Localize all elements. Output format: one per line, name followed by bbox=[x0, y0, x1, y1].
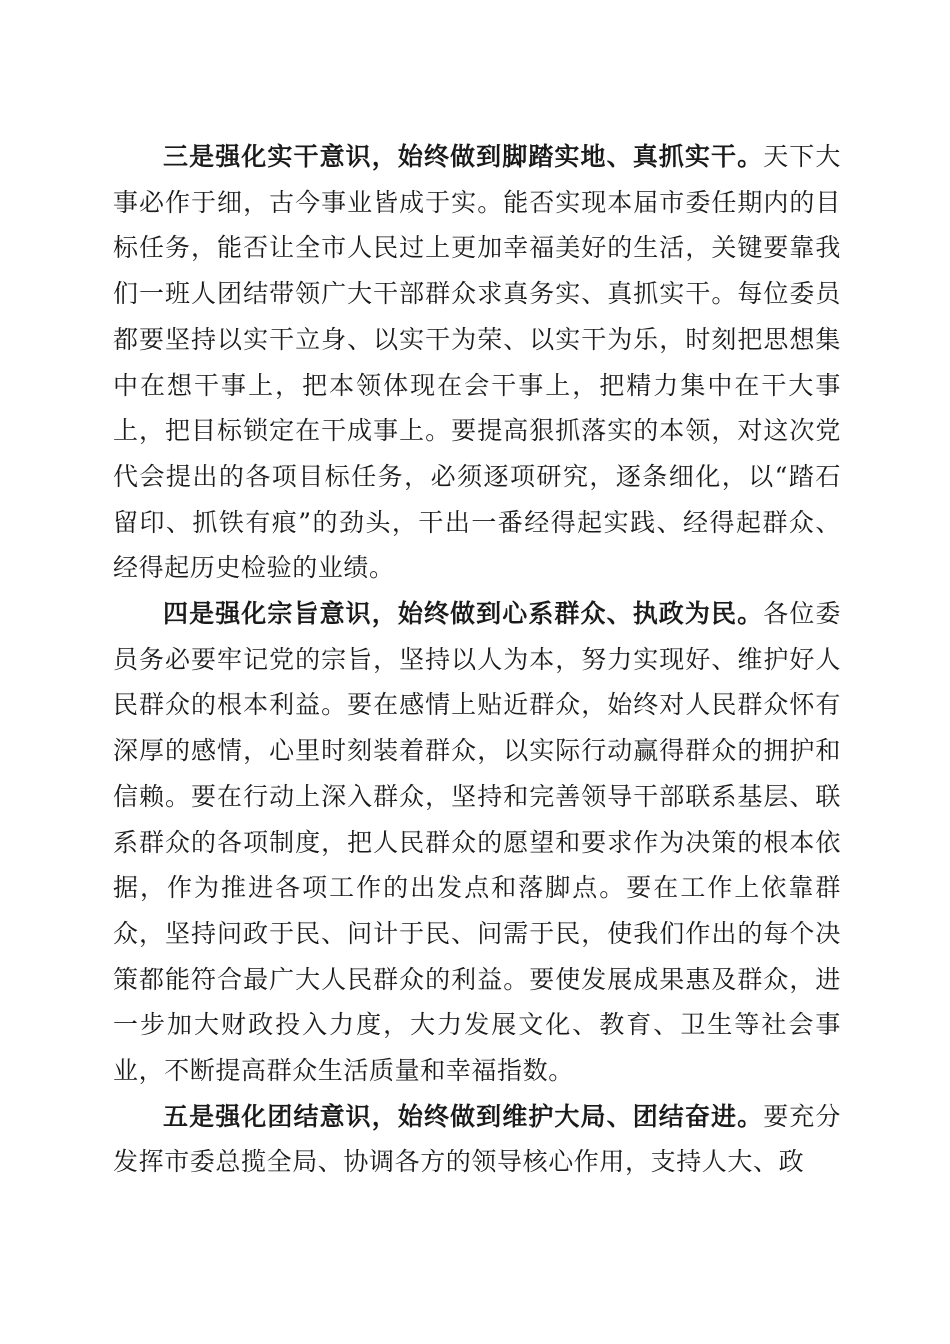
document-body bbox=[113, 134, 841, 1185]
paragraph-text: 各位委员务必要牢记党的宗旨，坚持以人为本，努力实现好、维护好人民群众的根本利益。要在感情上贴近群众，始终对人民群众怀有深厚的感情，心里时刻装着群众，以实际行动赢得群众的拥护和信赖。要在行动上深入群众，坚持和完善领导干部联系基层、联系群众的各项制度，把人民群众的愿望和要求作为决策的根本依据，作为推进各项工作的出发点和落脚点。要在工作上依靠群众，坚持问政于民、问计于民、问需于民，使我们作出的每个决策都能符合最广大人民群众的利益。要使发展成果惠及群众，进一步加大财政投入力度，大力发展文化、教育、卫生等社会事业，不断提高群众生活质量和幸福指数。 bbox=[113, 599, 841, 1086]
paragraph-pillar-four bbox=[113, 591, 841, 1094]
paragraph-pillar-five bbox=[113, 1094, 841, 1185]
paragraph-lead: 五是强化团结意识，始终做到维护大局、团结奋进。 bbox=[163, 1101, 764, 1131]
paragraph-pillar-three bbox=[113, 134, 841, 591]
paragraph-text: 天下大事必作于细，古今事业皆成于实。能否实现本届市委任期内的目标任务，能否让全市人民过上更加幸福美好的生活，关键要靠我们一班人团结带领广大干部群众求真务实、真抓实干。每位委员都要坚持以实干立身、以实干为荣、以实干为乐，时刻把思想集中在想干事上，把本领体现在会干事上，把精力集中在干大事上，把目标锁定在干成事上。要提高狠抓落实的本领，对这次党代会提出的各项目标任务，必须逐项研究，逐条细化，以“踏石留印、抓铁有痕”的劲头，干出一番经得起实践、经得起群众、经得起历史检验的业绩。 bbox=[113, 142, 841, 583]
paragraph-text: 要充分发挥市委总揽全局、协调各方的领导核心作用，支持人大、政 bbox=[113, 1101, 841, 1177]
paragraph-lead: 三是强化实干意识，始终做到脚踏实地、真抓实干。 bbox=[163, 142, 764, 171]
paragraph-lead: 四是强化宗旨意识，始终做到心系群众、执政为民。 bbox=[163, 599, 764, 629]
